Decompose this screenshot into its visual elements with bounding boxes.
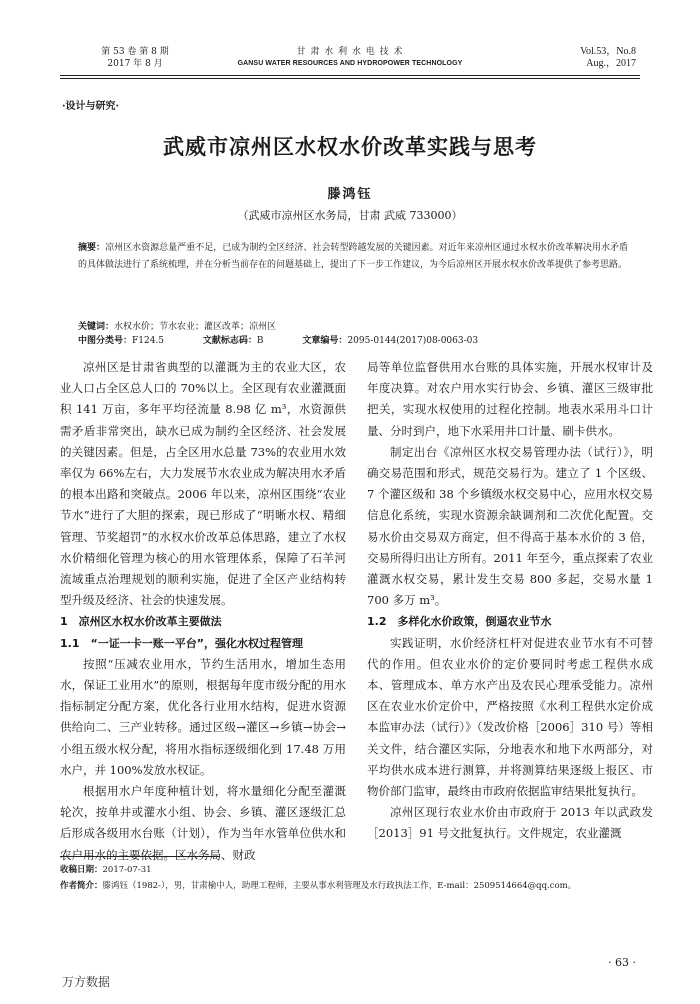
journal-name (200, 46, 500, 70)
classification-line (78, 334, 638, 348)
doc-code-label: 文献标志码： (202, 336, 257, 346)
page-number: · 63 · (608, 956, 636, 969)
section-tag: ·设计与研究· (62, 101, 119, 112)
keywords-label: 关键词： (78, 322, 115, 332)
article-number-value: 2095-0144(2017)08-0063-03 (347, 336, 479, 346)
keywords (78, 320, 638, 334)
paragraph: 凉州区现行农业水价由市政府于 2013 年以武政发［2013］91 号文批复执行。文件规定，农业灌溉 (367, 805, 653, 841)
journal-name-cn: 甘 肃 水 利 水 电 技 术 (296, 47, 404, 57)
watermark: 万方数据 (62, 975, 111, 989)
clc-label: 中图分类号： (78, 336, 133, 346)
author-affiliation: （武威市凉州区水务局，甘肃 武威 733000） (237, 209, 463, 222)
article-number-label: 文章编号： (302, 336, 348, 346)
received-label: 收稿日期： (60, 865, 103, 875)
header-rule-thick (60, 75, 640, 76)
bio-label: 作者简介： (60, 881, 103, 891)
issue-info-cn (75, 46, 195, 70)
journal-name-en: GANSU WATER RESOURCES AND HYDROPOWER TECHNOLOGY (237, 60, 463, 67)
section-heading-1: 1 凉州区水权水价改革主要做法 (60, 615, 222, 629)
body-column-right (367, 357, 653, 845)
paragraph: 根据用水户年度种植计划，将水量细化分配至灌溉轮次，按单井或灌水小组、协会、乡镇、灌区逐级汇总后形成各级用水台账（计划），作为当年水管单位供水和农户用水的主要依据。区水务局、财政 (60, 784, 346, 862)
meta-block (78, 320, 638, 348)
section-heading-1-1: 1.1 “一证一卡一账一平台”，强化水权过程管理 (60, 636, 303, 650)
footnote-rule (60, 856, 220, 857)
header-rule-thin (60, 78, 640, 79)
abstract-text: 凉州区水资源总量严重不足，已成为制约全区经济、社会转型跨越发展的关键因素。对近年来凉州区通过水权水价改革解决用水矛盾的具体做法进行了系统梳理，并在分析当前存在的问题基础上，提出了下一步工作建议，为今后凉州区开展水权水价改革提供了参考思路。 (78, 243, 628, 270)
abstract-block (78, 240, 628, 274)
issue-volume-cn: 第 53 卷 第 8 期 (101, 47, 169, 57)
paragraph: 局等单位监督供用水台账的具体实施，开展水权审计及年度决算。对农户用水实行协会、乡镇、灌区三级审批把关，实现水权使用的过程化控制。地表水采用斗口计量、分时到户，地下水采用井口计量、刷卡供水。 (367, 360, 653, 438)
abstract (78, 240, 628, 274)
bio-value: 滕鸿钰（1982-），男，甘肃榆中人，助理工程师，主要从事水利管理及水行政执法工作，E-mail：2509514664@qq.com。 (102, 881, 577, 891)
author-bio (60, 879, 660, 893)
received-value: 2017-07-31 (102, 865, 152, 875)
section-heading-1-2: 1.2 多样化水价政策，倒逼农业节水 (367, 615, 552, 629)
paragraph: 凉州区是甘肃省典型的以灌溉为主的农业大区，农业人口占全区总人口的 70%以上。全区现有农业灌溉面积 141 万亩，多年平均径流量 8.98 亿 m³，水资源供需矛盾非常突出，缺水已成为制约全区经济、社会发展的关键因素。但是，占全区用水总量 73%的农业用水效率仅为 66%左右，大力发展节水农业成为解决用水矛盾的根本出路和突破点。2006 年以来，凉州区围绕“农业节水”进行了大胆的探索，现已形成了“明晰水权、精细管理、节奖超罚”的水权水价改革总体思路，建立了水权水价精细化管理为核心的用水管理体系，保障了石羊河流域重点治理规划的顺利实施，促进了全区产业结构转型升级及经济、社会的快速发展。 (60, 360, 346, 608)
issue-date-cn: 2017 年 8 月 (107, 59, 163, 69)
article-title: 武威市凉州区水权水价改革实践与思考 (163, 134, 537, 159)
received-date (60, 863, 660, 877)
abstract-label: 摘要： (78, 243, 106, 253)
clc-value: F124.5 (132, 336, 165, 346)
issue-volume-en: Vol.53，No.8 (580, 46, 636, 57)
doc-code-value: B (256, 336, 264, 346)
issue-info-en (516, 46, 636, 70)
issue-date-en: Aug.，2017 (586, 58, 636, 69)
body-column-left (60, 357, 346, 866)
paragraph: 制定出台《凉州区水权交易管理办法（试行）》，明确交易范围和形式，规范交易行为。建立了 1 个区级、7 个灌区级和 38 个乡镇级水权交易中心，应用水权交易信息化系统，实现水资源余缺调剂和二次优化配置。交易水价由交易双方商定，但不得高于基本水价的 3 倍，交易所得归出让方所有。2011 年至今，重点探索了农业灌溉水权交易，累计发生交易 800 多起，交易水量 1 700 多万 m³。 (367, 444, 653, 608)
paragraph: 按照“压减农业用水，节约生活用水，增加生态用水，保证工业用水”的原则，根据每年度市级分配的用水指标制定分配方案，优化各行业用水结构，促进水资源供给向二、三产业转移。通过区级→灌区→乡镇→协会→小组五级水权分配，将用水指标逐级细化到 17.48 万用水户，并 100%发放水权证。 (60, 656, 346, 777)
keywords-text: 水权水价；节水农业；灌区改革；凉州区 (114, 322, 277, 332)
author-name: 滕鸿钰 (327, 187, 373, 202)
paragraph: 实践证明，水价经济杠杆对促进农业节水有不可替代的作用。但农业水价的定价要同时考虑工程供水成本、管理成本、单方水产出及农民心理承受能力。凉州区在农业水价定价中，严格按照《水利工程供水定价成本监审办法（试行）》（发改价格［2006］310 号）等相关文件，结合灌区实际，分地表水和地下水两部分，对平均供水成本进行测算，并将测算结果逐级上报区、市物价部门监审，最终由市政府依据监审结果批复执行。 (367, 635, 653, 799)
